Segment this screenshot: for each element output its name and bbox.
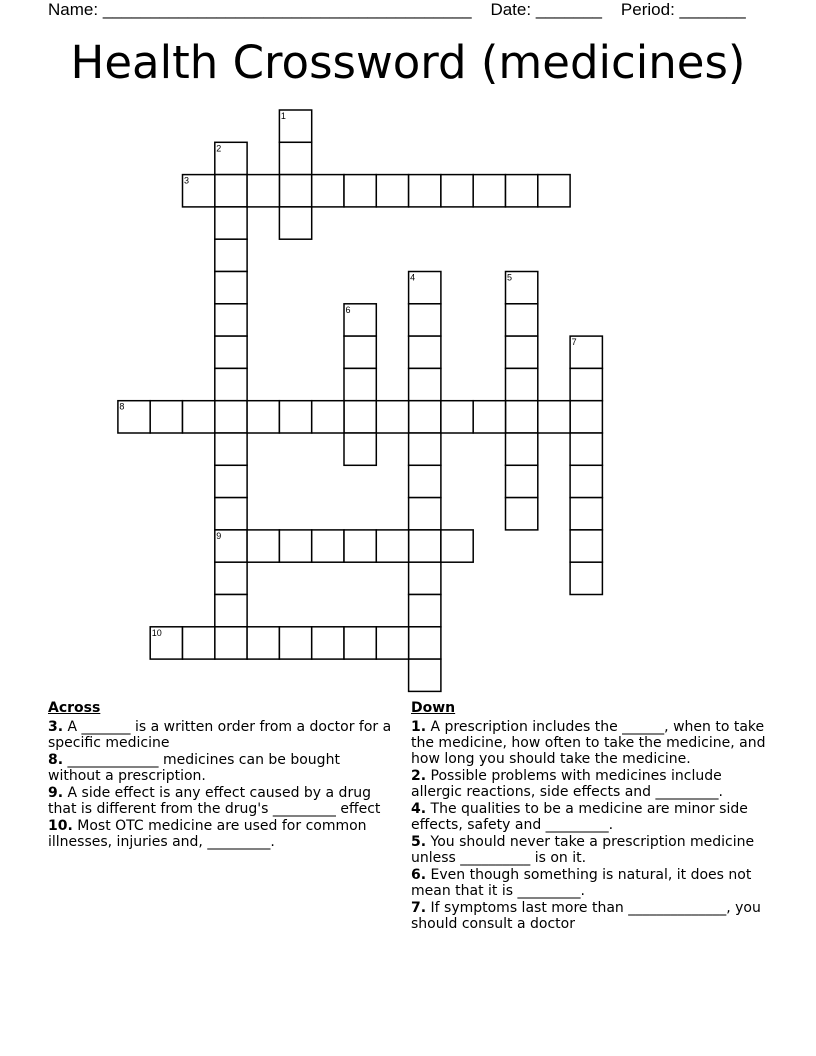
clue-text: Possible problems with medicines include allergic reactions, side effects and _________. xyxy=(411,768,723,800)
crossword-cell[interactable] xyxy=(247,175,279,207)
clue-text: The qualities to be a medicine are minor side effects, safety and _________. xyxy=(411,801,748,833)
crossword-cell[interactable] xyxy=(215,207,247,239)
crossword-cell[interactable] xyxy=(279,530,311,562)
clue-number: 10. xyxy=(48,818,73,834)
crossword-cell[interactable] xyxy=(570,562,602,594)
crossword-cell[interactable] xyxy=(409,336,441,368)
down-clue-list xyxy=(411,719,771,932)
clue-text: A _______ is a written order from a doctor for a specific medicine xyxy=(48,719,392,751)
crossword-cell[interactable] xyxy=(376,175,408,207)
clue-number: 7. xyxy=(411,900,427,916)
crossword-cell[interactable] xyxy=(344,530,376,562)
crossword-cell[interactable] xyxy=(215,239,247,271)
clue-number: 1. xyxy=(411,719,427,735)
crossword-cell[interactable] xyxy=(441,401,473,433)
across-clues xyxy=(48,700,393,851)
clue-number-3: 3 xyxy=(184,175,190,186)
clue-text: A prescription includes the ______, when to take the medicine, how often to take the medicine, and how long you should take the medicine. xyxy=(411,719,766,767)
crossword-cell[interactable] xyxy=(376,401,408,433)
clue-number: 4. xyxy=(411,801,427,817)
crossword-cell[interactable] xyxy=(506,465,538,497)
crossword-cell[interactable] xyxy=(506,498,538,530)
crossword-cell[interactable] xyxy=(215,368,247,400)
crossword-cell[interactable] xyxy=(506,175,538,207)
crossword-cell[interactable] xyxy=(376,530,408,562)
clue-number-5: 5 xyxy=(507,272,513,283)
across-clue xyxy=(48,719,393,751)
crossword-cell[interactable] xyxy=(570,401,602,433)
crossword-cell[interactable] xyxy=(570,433,602,465)
clue-number-9: 9 xyxy=(216,530,222,541)
crossword-cell[interactable] xyxy=(570,498,602,530)
crossword-cell[interactable] xyxy=(247,627,279,659)
crossword-cell[interactable] xyxy=(409,530,441,562)
crossword-cell[interactable] xyxy=(215,401,247,433)
crossword-cell[interactable] xyxy=(215,498,247,530)
crossword-cell[interactable] xyxy=(409,368,441,400)
across-heading: Across xyxy=(48,700,101,716)
crossword-cell[interactable] xyxy=(473,401,505,433)
crossword-cell[interactable] xyxy=(215,336,247,368)
clue-number-7: 7 xyxy=(571,337,577,348)
crossword-cell[interactable] xyxy=(215,595,247,627)
clue-text: You should never take a prescription medicine unless __________ is on it. xyxy=(411,834,755,866)
crossword-cell[interactable] xyxy=(215,627,247,659)
crossword-cell[interactable] xyxy=(183,627,215,659)
period-label: Period: xyxy=(620,0,675,19)
clue-number: 5. xyxy=(411,834,427,850)
crossword-cell[interactable] xyxy=(215,562,247,594)
clue-number: 6. xyxy=(411,867,427,883)
clue-text: _____________ medicines can be bought without a prescription. xyxy=(48,752,340,784)
date-label: Date: xyxy=(490,0,532,19)
crossword-cell[interactable] xyxy=(570,465,602,497)
crossword-cell[interactable] xyxy=(538,401,570,433)
crossword-cell[interactable] xyxy=(473,175,505,207)
clue-number-4: 4 xyxy=(410,272,416,283)
crossword-cell[interactable] xyxy=(150,401,182,433)
crossword-cell[interactable] xyxy=(344,175,376,207)
crossword-cell[interactable] xyxy=(538,175,570,207)
crossword-cell[interactable] xyxy=(279,401,311,433)
crossword-cell[interactable] xyxy=(279,142,311,174)
clue-text: If symptoms last more than ______________, you should consult a doctor xyxy=(411,900,761,932)
down-clue xyxy=(411,768,771,800)
date-blank: _______ xyxy=(535,0,603,19)
crossword-cell[interactable] xyxy=(215,304,247,336)
down-clue xyxy=(411,834,771,866)
page-title: Health Crossword (medicines) xyxy=(70,36,746,89)
crossword-cell[interactable] xyxy=(441,530,473,562)
clue-number: 8. xyxy=(48,752,64,768)
down-clue xyxy=(411,801,771,833)
crossword-cell[interactable] xyxy=(215,433,247,465)
crossword-cell[interactable] xyxy=(247,401,279,433)
clue-number-6: 6 xyxy=(345,304,351,315)
crossword-cell[interactable] xyxy=(506,368,538,400)
crossword-cell[interactable] xyxy=(344,627,376,659)
clue-number-1: 1 xyxy=(280,111,286,121)
across-clue xyxy=(48,818,393,850)
clue-number: 9. xyxy=(48,785,64,801)
crossword-cell[interactable] xyxy=(215,272,247,304)
clue-number-10: 10 xyxy=(151,627,162,638)
crossword-cell[interactable] xyxy=(183,401,215,433)
crossword-cell[interactable] xyxy=(570,530,602,562)
crossword-cell[interactable] xyxy=(312,401,344,433)
clue-text: Most OTC medicine are used for common illnesses, injuries and, _________. xyxy=(48,818,367,850)
crossword-cell[interactable] xyxy=(247,530,279,562)
crossword-cell[interactable] xyxy=(409,659,441,691)
crossword-cell[interactable] xyxy=(409,175,441,207)
crossword-cell[interactable] xyxy=(344,336,376,368)
across-clue xyxy=(48,785,393,817)
crossword-cell[interactable] xyxy=(279,175,311,207)
across-clue-list xyxy=(48,719,393,850)
crossword-cell[interactable] xyxy=(344,433,376,465)
crossword-cell[interactable] xyxy=(409,562,441,594)
crossword-cell[interactable] xyxy=(409,465,441,497)
crossword-cell[interactable] xyxy=(409,433,441,465)
crossword-cell[interactable] xyxy=(409,401,441,433)
name-blank: _______________________________________ xyxy=(102,0,472,19)
down-clues xyxy=(411,700,771,933)
crossword-cell[interactable] xyxy=(376,627,408,659)
down-clue xyxy=(411,719,771,767)
clue-number-2: 2 xyxy=(216,143,222,154)
crossword-cell[interactable] xyxy=(344,401,376,433)
crossword-cell[interactable] xyxy=(409,627,441,659)
clue-text: Even though something is natural, it does not mean that it is _________. xyxy=(411,867,752,899)
crossword-cell[interactable] xyxy=(344,368,376,400)
down-clue xyxy=(411,900,771,932)
across-clue xyxy=(48,752,393,784)
crossword-cell[interactable] xyxy=(409,304,441,336)
crossword-cell[interactable] xyxy=(215,175,247,207)
clue-number: 3. xyxy=(48,719,64,735)
crossword-cell[interactable] xyxy=(279,627,311,659)
period-blank: _______ xyxy=(679,0,746,19)
crossword-cell[interactable] xyxy=(506,433,538,465)
crossword-cell[interactable] xyxy=(312,627,344,659)
down-heading: Down xyxy=(411,700,456,716)
clue-number-8: 8 xyxy=(119,401,125,412)
crossword-cell[interactable] xyxy=(506,401,538,433)
crossword-cell[interactable] xyxy=(279,207,311,239)
crossword-cell[interactable] xyxy=(409,498,441,530)
clue-number: 2. xyxy=(411,768,427,784)
down-clue xyxy=(411,867,771,899)
crossword-cell[interactable] xyxy=(312,175,344,207)
crossword-cell[interactable] xyxy=(570,368,602,400)
name-label: Name: xyxy=(48,0,99,19)
crossword-cell[interactable] xyxy=(506,336,538,368)
crossword-cell[interactable] xyxy=(215,465,247,497)
crossword-cell[interactable] xyxy=(409,595,441,627)
crossword-cell[interactable] xyxy=(312,530,344,562)
clue-text: A side effect is any effect caused by a drug that is different from the drug's _________ effect xyxy=(48,785,381,817)
crossword-cell[interactable] xyxy=(506,304,538,336)
crossword-cell[interactable] xyxy=(441,175,473,207)
